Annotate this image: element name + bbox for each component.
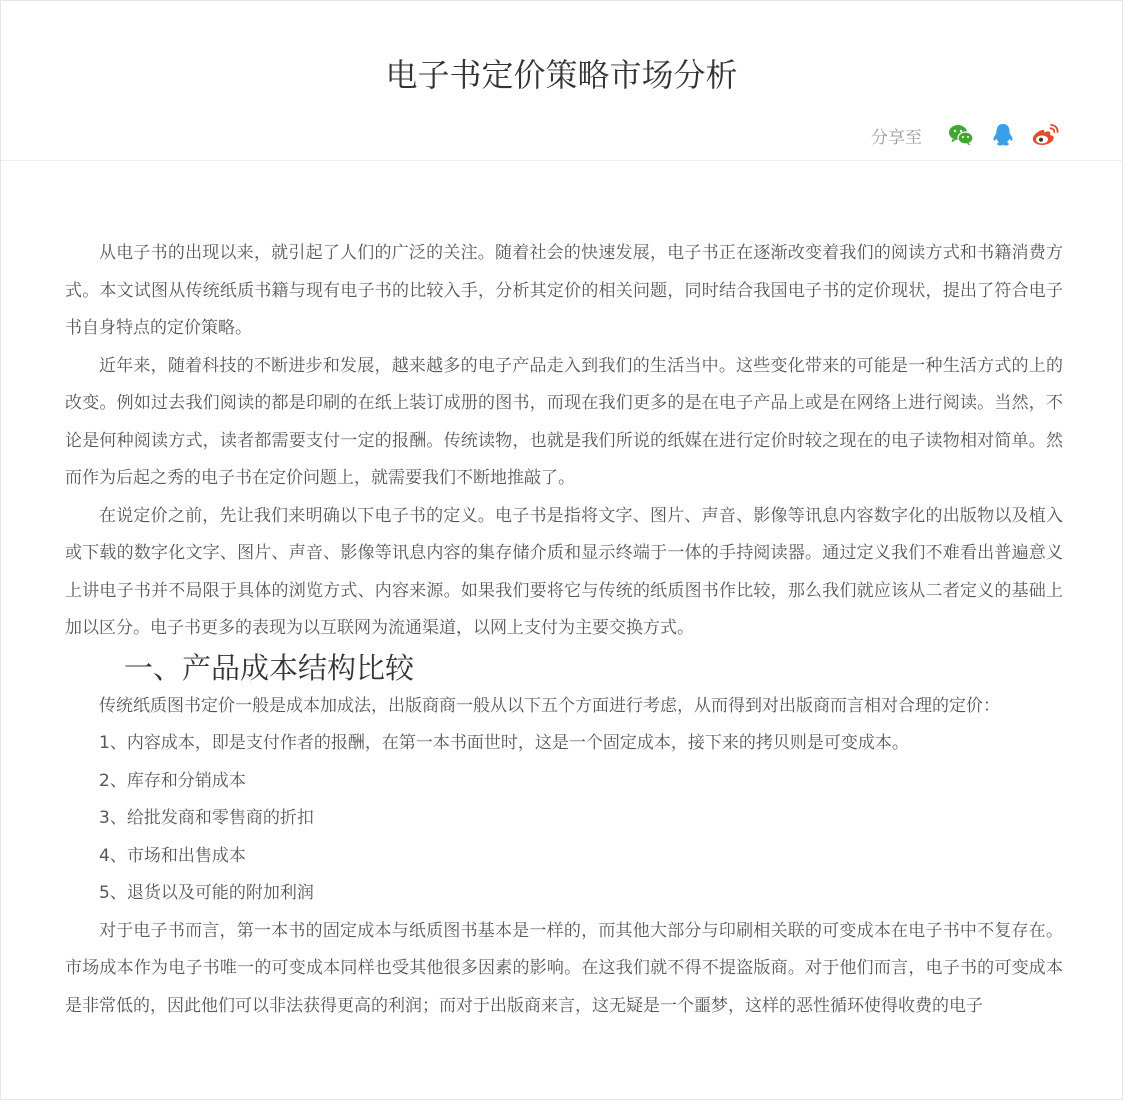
paragraph: 近年来，随着科技的不断进步和发展，越来越多的电子产品走入到我们的生活当中。这些变化带来的可能是一种生活方式的上的改变。例如过去我们阅读的都是印刷的在纸上装订成册的图书，而现在我们更多的是在电子产品上或是在网络上进行阅读。当然，不论是何种阅读方式，读者都需要支付一定的报酬。传统读物，也就是我们所说的纸媒在进行定价时较之现在的电子读物相对简单。然而作为后起之秀的电子书在定价问题上，就需要我们不断地推敲了。 bbox=[65, 355, 1063, 488]
weibo-icon[interactable] bbox=[1030, 121, 1060, 149]
section-heading: 一、产品成本结构比较 bbox=[124, 650, 415, 685]
list-item: 5、退货以及可能的附加利润 bbox=[99, 883, 314, 903]
paragraph: 传统纸质图书定价一般是成本加成法，出版商商一般从以下五个方面进行考虑，从而得到对出版商而言相对合理的定价： bbox=[99, 695, 1000, 716]
article-body bbox=[65, 235, 1063, 1025]
list-item: 1、内容成本，即是支付作者的报酬，在第一本书面世时，这是一个固定成本，接下来的拷贝则是可变成本。 bbox=[99, 733, 909, 753]
list-item: 3、给批发商和零售商的折扣 bbox=[99, 808, 314, 828]
article-header bbox=[1, 1, 1122, 161]
share-label: 分享至 bbox=[871, 127, 922, 148]
qq-icon[interactable] bbox=[988, 121, 1018, 149]
share-bar bbox=[871, 121, 1060, 149]
wechat-icon[interactable] bbox=[946, 121, 976, 149]
list-item: 2、库存和分销成本 bbox=[99, 770, 246, 791]
article-title: 电子书定价策略市场分析 bbox=[385, 56, 738, 94]
paragraph: 对于电子书而言，第一本书的固定成本与纸质图书基本是一样的，而其他大部分与印刷相关联的可变成本在电子书中不复存在。市场成本作为电子书唯一的可变成本同样也受其他很多因素的影响。在这我们就不得不提盗版商。对于他们而言，电子书的可变成本是非常低的，因此他们可以非法获得更高的利润；而对于出版商来言，这无疑是一个噩梦，这样的恶性循环使得收费的电子 bbox=[65, 920, 1063, 1016]
paragraph: 从电子书的出现以来，就引起了人们的广泛的关注。随着社会的快速发展，电子书正在逐渐改变着我们的阅读方式和书籍消费方式。本文试图从传统纸质书籍与现有电子书的比较入手，分析其定价的相关问题，同时结合我国电子书的定价现状，提出了符合电子书自身特点的定价策略。 bbox=[65, 243, 1063, 338]
paragraph: 在说定价之前，先让我们来明确以下电子书的定义。电子书是指将文字、图片、声音、影像等讯息内容数字化的出版物以及植入或下载的数字化文字、图片、声音、影像等讯息内容的集存储介质和显示终端于一体的手持阅读器。通过定义我们不难看出普遍意义上讲电子书并不局限于具体的浏览方式、内容来源。如果我们要将它与传统的纸质图书作比较，那么我们就应该从二者定义的基础上加以区分。电子书更多的表现为以互联网为流通渠道，以网上支付为主要交换方式。 bbox=[65, 505, 1063, 638]
list-item: 4、市场和出售成本 bbox=[99, 845, 246, 866]
